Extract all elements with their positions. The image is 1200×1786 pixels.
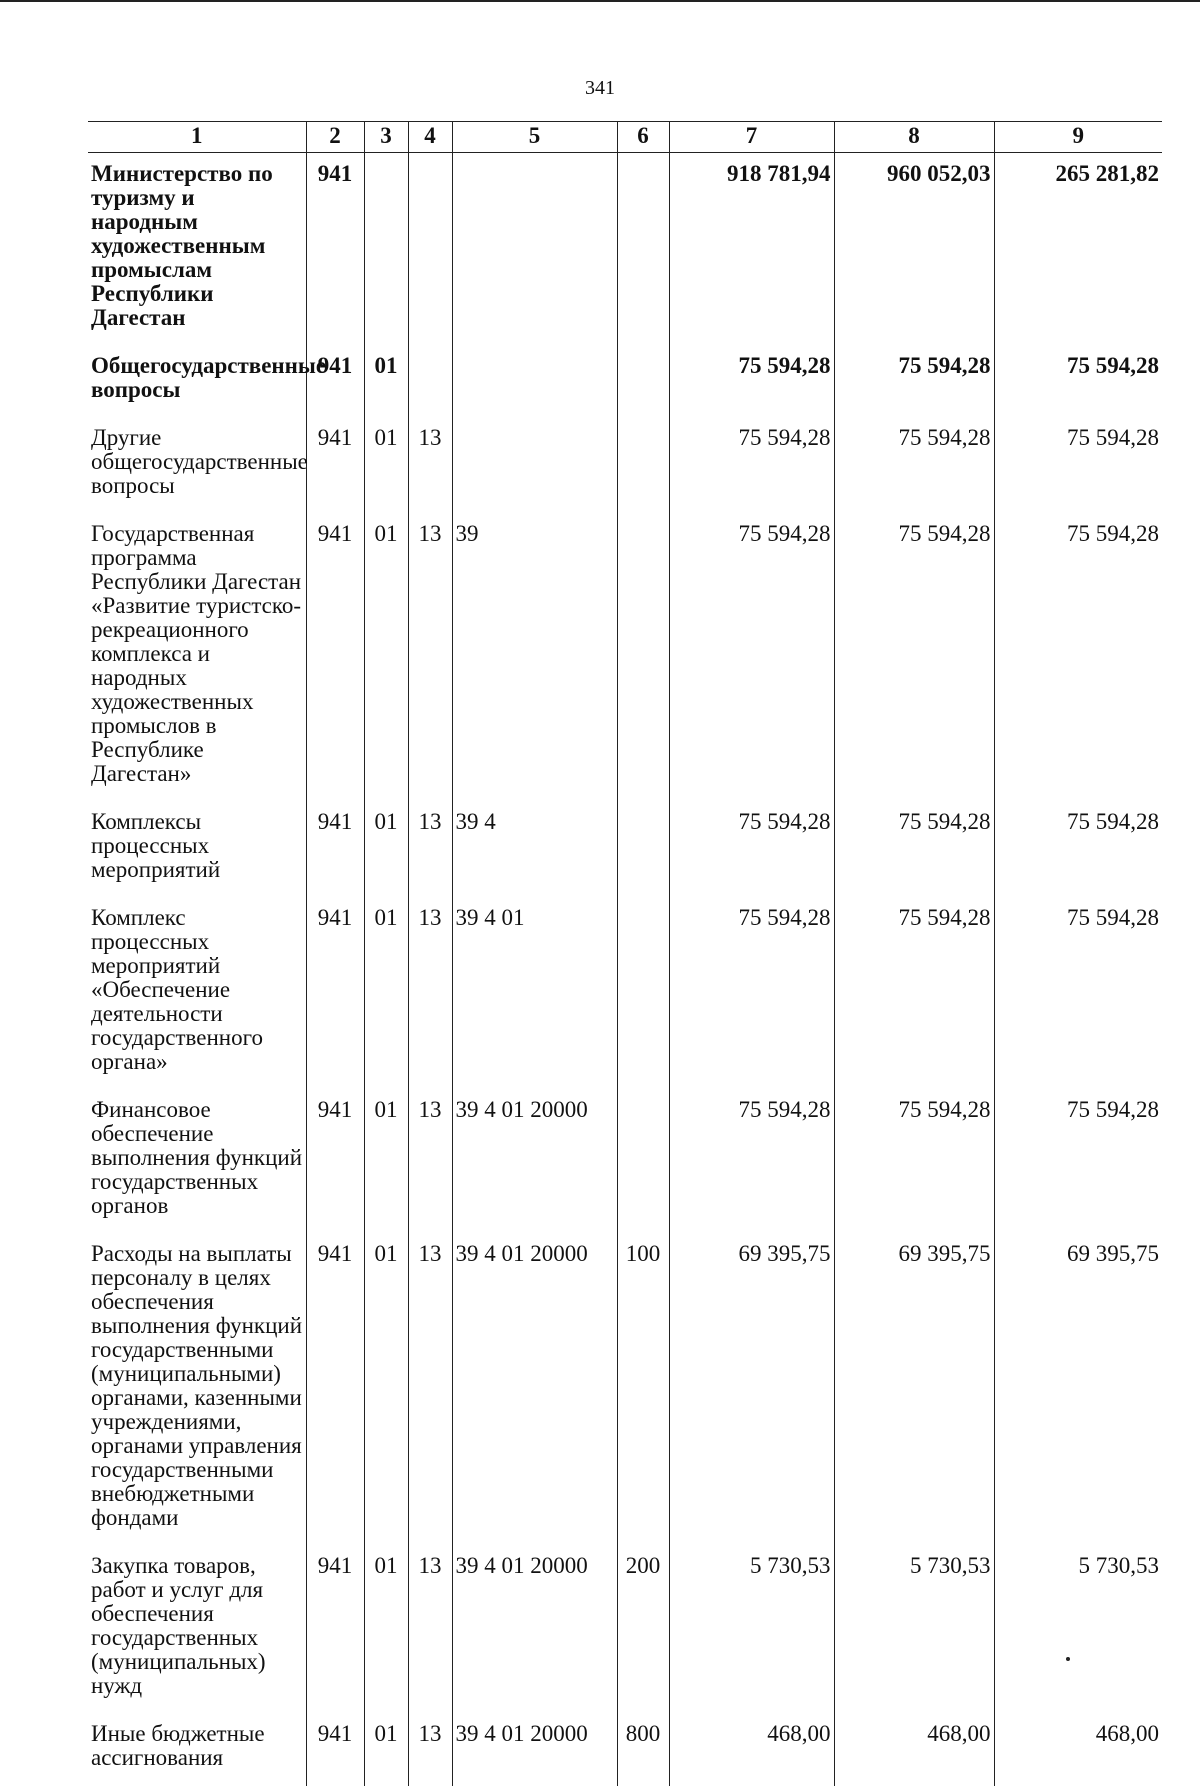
column-header: 2 — [306, 122, 364, 153]
table-row — [88, 1090, 1162, 1234]
row-name: Расходы на выплаты персоналу в целях обеспечения выполнения функций государственными (муниципальными) органами, казенными учреждениями, органами управления государственными внебюджетными фондами — [88, 1234, 306, 1546]
column-header: 4 — [408, 122, 452, 153]
row-code-ministry: 941 — [306, 514, 364, 802]
row-amount-col8: 75 594,28 — [834, 418, 994, 514]
row-code-section — [364, 153, 408, 347]
row-amount-col8: 75 594,28 — [834, 514, 994, 802]
row-code-ministry: 941 — [306, 1714, 364, 1786]
row-code-section: 01 — [364, 346, 408, 418]
row-amount-col9: 75 594,28 — [994, 514, 1162, 802]
row-amount-col8: 75 594,28 — [834, 898, 994, 1090]
row-amount-col9: 75 594,28 — [994, 898, 1162, 1090]
row-name: Финансовое обеспечение выполнения функций государственных органов — [88, 1090, 306, 1234]
row-code-subsection: 13 — [408, 802, 452, 898]
table-body — [88, 153, 1162, 1786]
row-code-expense-type — [617, 1090, 669, 1234]
row-amount-col9: 75 594,28 — [994, 802, 1162, 898]
table-row — [88, 1234, 1162, 1546]
row-amount-col9: 75 594,28 — [994, 346, 1162, 418]
row-code-target: 39 — [452, 514, 617, 802]
row-code-target: 39 4 01 — [452, 898, 617, 1090]
row-code-ministry: 941 — [306, 418, 364, 514]
row-code-ministry: 941 — [306, 346, 364, 418]
row-amount-col7: 75 594,28 — [669, 1090, 834, 1234]
row-code-subsection — [408, 346, 452, 418]
row-code-expense-type — [617, 153, 669, 347]
row-code-ministry: 941 — [306, 1234, 364, 1546]
row-code-expense-type: 800 — [617, 1714, 669, 1786]
row-code-ministry: 941 — [306, 802, 364, 898]
row-code-target: 39 4 01 20000 — [452, 1234, 617, 1546]
row-amount-col8: 75 594,28 — [834, 802, 994, 898]
table-row — [88, 1546, 1162, 1714]
row-code-expense-type — [617, 418, 669, 514]
scan-speck — [1066, 1657, 1070, 1661]
row-name: Иные бюджетные ассигнования — [88, 1714, 306, 1786]
row-code-expense-type — [617, 514, 669, 802]
column-header: 1 — [88, 122, 306, 153]
row-code-subsection: 13 — [408, 514, 452, 802]
row-amount-col7: 918 781,94 — [669, 153, 834, 347]
row-code-section: 01 — [364, 514, 408, 802]
table-row — [88, 1714, 1162, 1786]
row-amount-col9: 5 730,53 — [994, 1546, 1162, 1714]
table-row — [88, 153, 1162, 347]
row-code-target: 39 4 01 20000 — [452, 1714, 617, 1786]
row-amount-col9: 75 594,28 — [994, 418, 1162, 514]
column-header: 9 — [994, 122, 1162, 153]
row-amount-col7: 75 594,28 — [669, 898, 834, 1090]
row-amount-col8: 75 594,28 — [834, 1090, 994, 1234]
column-header: 6 — [617, 122, 669, 153]
row-code-subsection: 13 — [408, 898, 452, 1090]
scan-top-border — [0, 0, 1200, 2]
row-name: Закупка товаров, работ и услуг для обеспечения государственных (муниципальных) нужд — [88, 1546, 306, 1714]
row-code-ministry: 941 — [306, 153, 364, 347]
row-code-subsection: 13 — [408, 1234, 452, 1546]
row-code-section: 01 — [364, 1546, 408, 1714]
table-row — [88, 346, 1162, 418]
table-row — [88, 898, 1162, 1090]
row-amount-col7: 75 594,28 — [669, 802, 834, 898]
table-header-row — [88, 122, 1162, 153]
row-code-section: 01 — [364, 418, 408, 514]
row-amount-col7: 75 594,28 — [669, 514, 834, 802]
row-code-ministry: 941 — [306, 1090, 364, 1234]
row-amount-col9: 265 281,82 — [994, 153, 1162, 347]
row-code-expense-type — [617, 898, 669, 1090]
row-code-ministry: 941 — [306, 898, 364, 1090]
row-amount-col7: 75 594,28 — [669, 346, 834, 418]
row-amount-col8: 69 395,75 — [834, 1234, 994, 1546]
row-code-subsection: 13 — [408, 1090, 452, 1234]
row-code-target: 39 4 01 20000 — [452, 1090, 617, 1234]
row-code-target — [452, 153, 617, 347]
row-amount-col9: 468,00 — [994, 1714, 1162, 1786]
row-amount-col8: 75 594,28 — [834, 346, 994, 418]
table-row — [88, 802, 1162, 898]
row-code-subsection: 13 — [408, 1714, 452, 1786]
row-code-section: 01 — [364, 802, 408, 898]
column-header: 5 — [452, 122, 617, 153]
row-name: Комплексы процессных мероприятий — [88, 802, 306, 898]
row-amount-col8: 5 730,53 — [834, 1546, 994, 1714]
row-code-section: 01 — [364, 898, 408, 1090]
row-code-target: 39 4 — [452, 802, 617, 898]
column-header: 8 — [834, 122, 994, 153]
row-amount-col8: 468,00 — [834, 1714, 994, 1786]
row-code-target — [452, 346, 617, 418]
row-amount-col7: 75 594,28 — [669, 418, 834, 514]
row-name: Министерство по туризму и народным художественным промыслам Республики Дагестан — [88, 153, 306, 347]
budget-table — [88, 121, 1162, 1786]
row-amount-col9: 69 395,75 — [994, 1234, 1162, 1546]
row-name: Другие общегосударственные вопросы — [88, 418, 306, 514]
row-name: Государственная программа Республики Дагестан «Развитие туристско-рекреационного комплекса и народных художественных промыслов в Республике Дагестан» — [88, 514, 306, 802]
row-code-target — [452, 418, 617, 514]
row-amount-col9: 75 594,28 — [994, 1090, 1162, 1234]
column-header: 3 — [364, 122, 408, 153]
row-code-subsection: 13 — [408, 418, 452, 514]
row-amount-col7: 468,00 — [669, 1714, 834, 1786]
row-code-expense-type: 100 — [617, 1234, 669, 1546]
row-code-section: 01 — [364, 1090, 408, 1234]
row-code-ministry: 941 — [306, 1546, 364, 1714]
row-amount-col8: 960 052,03 — [834, 153, 994, 347]
row-code-section: 01 — [364, 1714, 408, 1786]
row-code-subsection — [408, 153, 452, 347]
row-code-target: 39 4 01 20000 — [452, 1546, 617, 1714]
column-header: 7 — [669, 122, 834, 153]
row-code-expense-type: 200 — [617, 1546, 669, 1714]
table-row — [88, 418, 1162, 514]
row-amount-col7: 5 730,53 — [669, 1546, 834, 1714]
row-name: Общегосударственные вопросы — [88, 346, 306, 418]
row-code-section: 01 — [364, 1234, 408, 1546]
page-number: 341 — [0, 77, 1200, 100]
row-name: Комплекс процессных мероприятий «Обеспечение деятельности государственного органа» — [88, 898, 306, 1090]
row-code-expense-type — [617, 346, 669, 418]
table-row — [88, 514, 1162, 802]
row-amount-col7: 69 395,75 — [669, 1234, 834, 1546]
row-code-expense-type — [617, 802, 669, 898]
row-code-subsection: 13 — [408, 1546, 452, 1714]
